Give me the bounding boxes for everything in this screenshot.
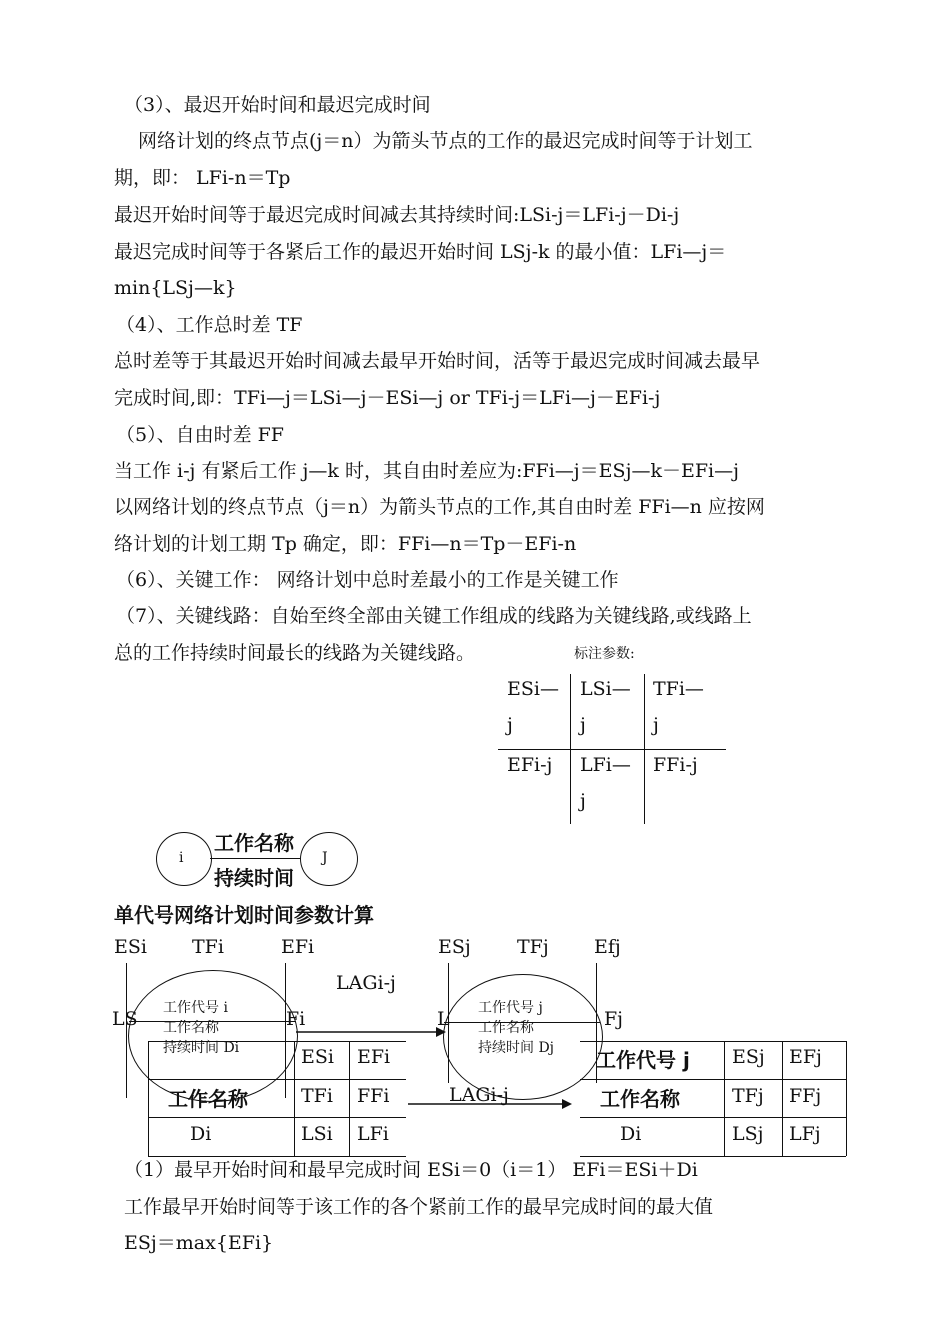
oval-i-line: 持续时间 Di	[163, 1040, 240, 1056]
fj-fragment: Fj	[604, 1008, 624, 1030]
table-cell: LFj	[789, 1123, 821, 1145]
fi-fragment: Fi	[286, 1008, 306, 1030]
paragraph-line: 工作最早开始时间等于该工作的各个紧前工作的最早完成时间的最大值	[124, 1196, 714, 1218]
node-i-label: i	[179, 850, 184, 866]
table-cell: FFi	[357, 1085, 390, 1107]
esj-label: ESj	[438, 936, 471, 958]
table-cell: j	[580, 790, 586, 812]
paragraph-line: 最迟完成时间等于各紧后工作的最迟开始时间 LSj-k 的最小值：LFi—j＝	[114, 241, 727, 263]
tfj-label: TFj	[517, 936, 549, 958]
table-cell: TFj	[732, 1085, 764, 1107]
paragraph-line: 最迟开始时间等于最迟完成时间减去其持续时间:LSi-j＝LFi-j－Di-j	[114, 204, 680, 226]
heading-latest-times: （3）、最迟开始时间和最迟完成时间	[124, 94, 431, 116]
section-title: 单代号网络计划时间参数计算	[114, 903, 374, 927]
oval-i-line: 工作名称	[163, 1020, 219, 1036]
table-cell: EFi-j	[507, 754, 553, 776]
paragraph-line: 总时差等于其最迟开始时间减去最早开始时间，活等于最迟完成时间减去最早	[114, 350, 761, 372]
oval-j-line: 工作名称	[478, 1020, 534, 1036]
efi-label: EFi	[281, 936, 315, 958]
table-cell: 工作名称	[600, 1087, 680, 1111]
table-cell: ESj	[732, 1046, 765, 1068]
table-cell: TFi	[301, 1085, 333, 1107]
table-cell: Di	[620, 1123, 642, 1145]
table-cell: FFj	[789, 1085, 822, 1107]
duration-label: 持续时间	[214, 866, 294, 890]
efj-label: Efj	[594, 936, 621, 958]
table-cell: EFi	[357, 1046, 391, 1068]
param-note: 标注参数:	[574, 646, 635, 662]
table-cell: LSi—	[580, 678, 631, 700]
table-cell: j	[507, 714, 513, 736]
heading-critical-path: （7）、关键线路：自始至终全部由关键工作组成的线路为关键线路,或线路上	[116, 605, 752, 627]
paragraph-line: 以网络计划的终点节点（j＝n）为箭头节点的工作,其自由时差 FFi—n 应按网	[114, 496, 765, 518]
oval-j-line: 工作代号 j	[478, 1000, 543, 1016]
table-cell: LFi—	[580, 754, 631, 776]
oval-i-line: 工作代号 i	[163, 1000, 228, 1016]
table-cell: Di	[190, 1123, 212, 1145]
lag-bottom-label: LAGi-j	[449, 1084, 509, 1106]
table-cell: ESi	[301, 1046, 334, 1068]
work-name-label: 工作名称	[214, 831, 294, 855]
paragraph-line: 期，即： LFi-n＝Tp	[114, 167, 291, 189]
esi-label: ESi	[114, 936, 147, 958]
tfi-label: TFi	[192, 936, 224, 958]
l-fragment: L	[437, 1008, 450, 1030]
table-cell: LFi	[357, 1123, 389, 1145]
table-cell: ESi—	[507, 678, 559, 700]
oval-j-line: 持续时间 Dj	[478, 1040, 555, 1056]
table-cell: j	[653, 714, 659, 736]
table-cell: j	[580, 714, 586, 736]
ls-fragment: LS	[112, 1008, 138, 1030]
paragraph-line: 络计划的计划工期 Tp 确定，即：FFi—n＝Tp－EFi-n	[114, 533, 577, 555]
table-cell: 工作名称	[168, 1087, 248, 1111]
paragraph-line: 完成时间,即：TFi—j＝LSi—j－ESi—j or TFi-j＝LFi—j－EFi-j	[114, 387, 661, 409]
heading-earliest-times: （1）最早开始时间和最早完成时间 ESi＝0（i＝1） EFi＝ESi＋Di	[124, 1159, 698, 1181]
heading-free-float: （5）、自由时差 FF	[116, 424, 284, 446]
heading-critical-work: （6）、关键工作： 网络计划中总时差最小的工作是关键工作	[116, 569, 619, 591]
table-cell: LSj	[732, 1123, 764, 1145]
table-cell: EFj	[789, 1046, 822, 1068]
paragraph-line: ESj＝max{EFi}	[124, 1232, 274, 1254]
paragraph-line: 网络计划的终点节点(j＝n）为箭头节点的工作的最迟完成时间等于计划工	[138, 130, 753, 152]
heading-total-float: （4）、工作总时差 TF	[116, 314, 303, 336]
table-cell: LSi	[301, 1123, 333, 1145]
table-cell: TFi—	[653, 678, 704, 700]
paragraph-line: 当工作 i-j 有紧后工作 j—k 时，其自由时差应为:FFi—j＝ESj—k－EFi—j	[114, 460, 739, 482]
table-cell: FFi-j	[653, 754, 698, 776]
paragraph-line: min{LSj—k}	[114, 277, 237, 299]
paragraph-line: 总的工作持续时间最长的线路为关键线路。	[114, 642, 476, 664]
node-j-label: J	[322, 850, 328, 866]
table-cell: 工作代号 j	[596, 1048, 690, 1072]
lag-top-label: LAGi-j	[336, 972, 396, 994]
